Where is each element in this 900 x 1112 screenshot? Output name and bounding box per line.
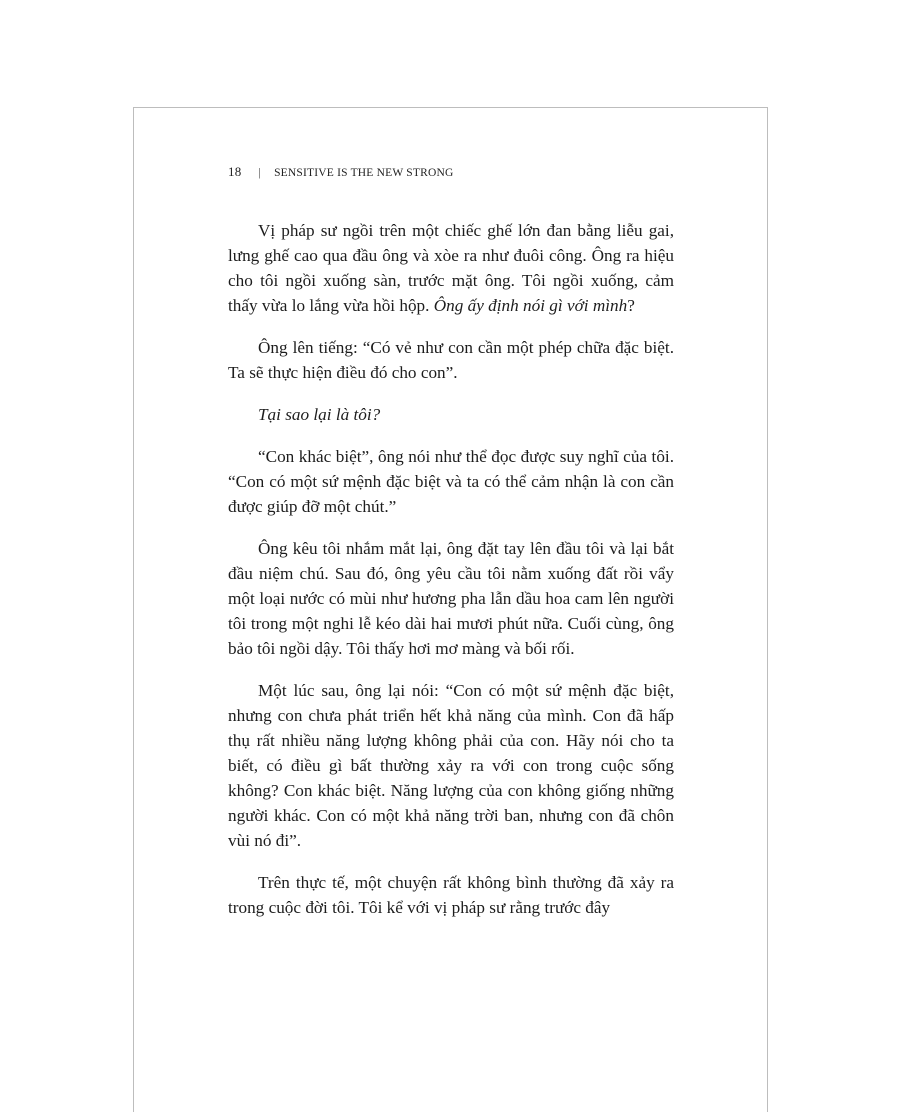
italic-thought: Ông ấy định nói gì với mình bbox=[433, 296, 628, 315]
book-title: SENSITIVE IS THE NEW STRONG bbox=[274, 167, 454, 179]
paragraph-text: “Con khác biệt”, ông nói như thể đọc được suy nghĩ của tôi. “Con có một sứ mệnh đặc biệt và ta có thể cảm nhận là con cần được giúp đỡ một chút.” bbox=[228, 447, 674, 516]
paragraph-tail: ? bbox=[627, 296, 635, 315]
italic-thought: Tại sao lại là tôi? bbox=[258, 405, 381, 424]
paragraph-text: Trên thực tế, một chuyện rất không bình thường đã xảy ra trong cuộc đời tôi. Tôi kể với vị pháp sư rằng trước đây bbox=[228, 873, 674, 917]
paragraph bbox=[228, 536, 674, 661]
paragraph-text: Ông kêu tôi nhắm mắt lại, ông đặt tay lên đầu tôi và lại bắt đầu niệm chú. Sau đó, ông yêu cầu tôi nằm xuống đất rồi vẩy một loại nước có mùi như hương pha lẫn dầu hoa cam lên người tôi trong một nghi lễ kéo dài hai mươi phút nữa. Cuối cùng, ông bảo tôi ngồi dậy. Tôi thấy hơi mơ màng và bối rối. bbox=[228, 539, 674, 658]
paragraph-text: Ông lên tiếng: “Có vẻ như con cần một phép chữa đặc biệt. Ta sẽ thực hiện điều đó cho con”. bbox=[228, 338, 674, 382]
paragraph bbox=[228, 335, 674, 385]
paragraph bbox=[228, 678, 674, 853]
page-number: 18 bbox=[228, 164, 242, 179]
header-separator: | bbox=[258, 167, 261, 179]
paragraph bbox=[228, 402, 674, 427]
paragraph bbox=[228, 444, 674, 519]
running-head bbox=[228, 164, 453, 180]
paragraph-text: Một lúc sau, ông lại nói: “Con có một sứ mệnh đặc biệt, nhưng con chưa phát triển hết khả năng của mình. Con đã hấp thụ rất nhiều năng lượng không phải của con. Hãy nói cho ta biết, có điều gì bất thường xảy ra với con trong cuộc sống không? Con khác biệt. Năng lượng của con không giống những người khác. Con có một khả năng trời ban, nhưng con đã chôn vùi nó đi”. bbox=[228, 681, 674, 850]
paragraph bbox=[228, 218, 674, 318]
body-text bbox=[228, 218, 674, 937]
paragraph bbox=[228, 870, 674, 920]
paragraph-text: Vị pháp sư ngồi trên một chiếc ghế lớn đan bằng liễu gai, lưng ghế cao qua đầu ông và xòe ra như đuôi công. Ông ra hiệu cho tôi ngồi xuống sàn, trước mặt ông. Tôi ngồi xuống, cảm thấy vừa lo lắng vừa hồi hộp. bbox=[228, 221, 674, 315]
